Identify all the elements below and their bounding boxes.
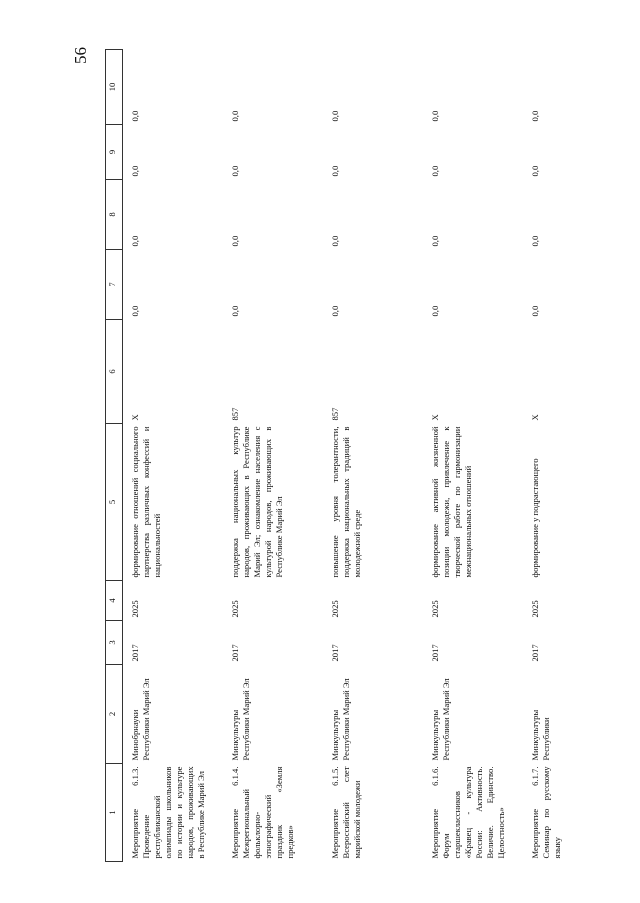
table-row bbox=[323, 50, 423, 862]
value-col8: 0,0 bbox=[529, 235, 540, 247]
expected-result: повышение уровня толерантности, поддержка национальных традиций в молодежной среде bbox=[329, 426, 362, 578]
value-col10: 0,0 bbox=[329, 110, 340, 122]
value-col9: 0,0 bbox=[329, 165, 340, 177]
table-row bbox=[223, 50, 323, 862]
end-year: 2025 bbox=[329, 600, 340, 618]
expected-result: формирование у подрастающего bbox=[529, 458, 540, 578]
expected-result: формирование активной жизненной позиции молодежи, привлечение к творческой работе по гармонизации межнациональных отношений bbox=[429, 426, 473, 578]
column-number: 4 bbox=[106, 581, 123, 621]
column-number: 9 bbox=[106, 125, 123, 180]
value-col8: 0,0 bbox=[429, 235, 440, 247]
value-col10: 0,0 bbox=[130, 110, 140, 122]
start-year: 2017 bbox=[229, 644, 240, 662]
end-year: 2025 bbox=[429, 600, 440, 618]
value-col9: 0,0 bbox=[130, 165, 140, 177]
document-table-rotated bbox=[105, 50, 562, 862]
executor: Минкультуры Республики Марий Эл bbox=[329, 678, 351, 761]
start-year: 2017 bbox=[329, 644, 340, 662]
value-col9: 0,0 bbox=[529, 165, 540, 177]
start-year: 2017 bbox=[429, 644, 440, 662]
indicator-code: 857 bbox=[329, 407, 340, 421]
indicator-code: X bbox=[429, 414, 440, 421]
executor: Минобрнауки Республики Марий Эл bbox=[130, 678, 151, 761]
value-col8: 0,0 bbox=[229, 235, 240, 247]
value-col7: 0,0 bbox=[429, 305, 440, 317]
end-year: 2025 bbox=[130, 600, 140, 618]
executor: Минкультуры Республики Марий Эл bbox=[229, 678, 251, 761]
value-col7: 0,0 bbox=[229, 305, 240, 317]
column-number: 8 bbox=[106, 180, 123, 250]
value-col10: 0,0 bbox=[429, 110, 440, 122]
event-name: Мероприятие 6.1.7. Семинар по русскому языку bbox=[529, 766, 562, 859]
column-number: 7 bbox=[106, 250, 123, 320]
executor: Минкультуры Республики Марий Эл bbox=[429, 678, 451, 761]
end-year: 2025 bbox=[529, 600, 540, 618]
end-year: 2025 bbox=[229, 600, 240, 618]
column-number: 1 bbox=[106, 764, 123, 862]
value-col7: 0,0 bbox=[529, 305, 540, 317]
table-row bbox=[123, 50, 223, 862]
value-col9: 0,0 bbox=[429, 165, 440, 177]
event-name: Мероприятие 6.1.5. Всероссийский слет марийской молодежи bbox=[329, 766, 362, 859]
value-col10: 0,0 bbox=[229, 110, 240, 122]
column-number: 6 bbox=[106, 320, 123, 424]
indicator-code: X bbox=[529, 414, 540, 421]
value-col7: 0,0 bbox=[329, 305, 340, 317]
column-number-row bbox=[106, 50, 123, 862]
value-col10: 0,0 bbox=[529, 110, 540, 122]
expected-result: формирование отношений социального партнерства различных конфессий и национальностей bbox=[130, 426, 162, 578]
expected-result: поддержка национальных культур народов, проживающих в Республике Марий Эл; ознакомление населения с культурой народов, проживающих в Республике Марий Эл bbox=[229, 426, 284, 578]
start-year: 2017 bbox=[529, 644, 540, 662]
value-col8: 0,0 bbox=[329, 235, 340, 247]
event-name: Мероприятие 6.1.3. Проведение республиканской олимпиады школьников по истории и культуре народов, проживающих в Республике Марий Эл bbox=[130, 766, 206, 859]
event-name: Мероприятие 6.1.6. Форум старшеклассников «Кравец - культура России: Активность. Величие. Единство. Целостность» bbox=[429, 766, 506, 859]
event-name: Мероприятие 6.1.4. Межрегиональный фольклорно-этнографический праздник «Земля предков» bbox=[229, 766, 295, 859]
indicator-code: 857 bbox=[229, 407, 240, 421]
value-col8: 0,0 bbox=[130, 235, 140, 247]
table-row bbox=[423, 50, 523, 862]
column-number: 10 bbox=[106, 50, 123, 125]
page-number: 56 bbox=[71, 47, 90, 64]
column-number: 5 bbox=[106, 424, 123, 581]
value-col9: 0,0 bbox=[229, 165, 240, 177]
table-row bbox=[523, 50, 564, 862]
value-col7: 0,0 bbox=[130, 305, 140, 317]
start-year: 2017 bbox=[130, 644, 140, 662]
column-number: 3 bbox=[106, 621, 123, 665]
column-number: 2 bbox=[106, 665, 123, 764]
program-events-table bbox=[105, 49, 564, 862]
indicator-code: X bbox=[130, 414, 140, 421]
executor: Минкультуры Республики bbox=[529, 709, 551, 761]
